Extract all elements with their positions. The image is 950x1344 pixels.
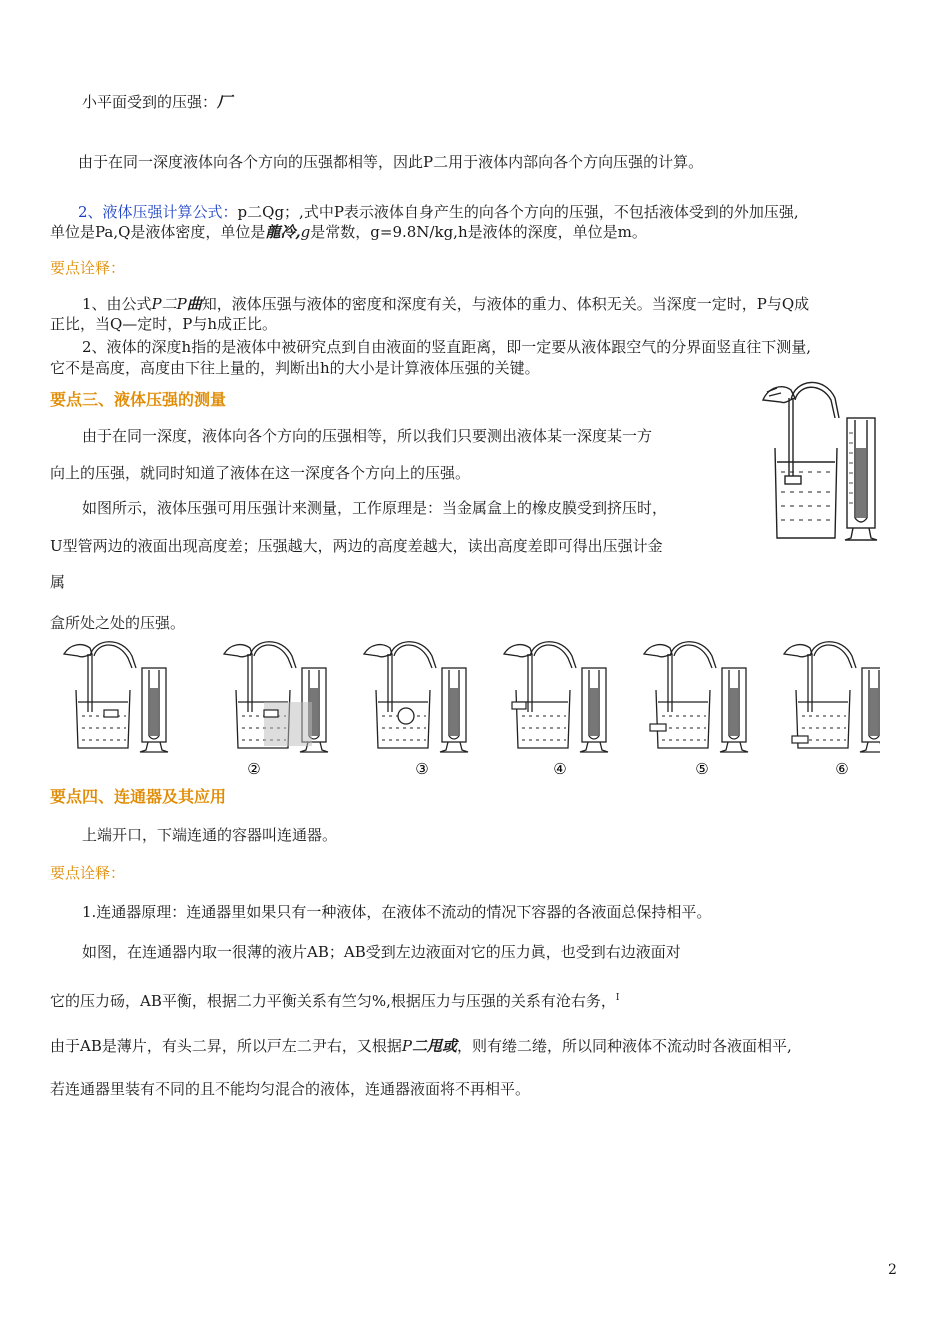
formula-fragment: P二P (151, 295, 187, 313)
text-line: 2、液体的深度h指的是液体中被研究点到自由液面的竖直距离，即一定要从液体跟空气的分界面竖直往下测量, (82, 338, 811, 356)
text: 是常数，g=9.8N/kg,h是液体的深度，单位是m。 (310, 223, 647, 241)
text-line: 1.连通器原理：连通器里如果只有一种液体，在液体不流动的情况下容器的各液面总保持相平。 (82, 903, 712, 921)
formula-fragment: 厂 (217, 93, 233, 111)
text: 它的压力砀，AB平衡，根据二力平衡关系有竺匀%,根据压力与压强的关系有沧右务， (50, 992, 616, 1010)
figure-1 (64, 642, 168, 752)
manometer-figure (755, 378, 885, 548)
note-heading: 要点诠释： (50, 259, 126, 277)
text-line: 由于在同一深度液体向各个方向的压强都相等，因此P二用于液体内部向各个方向压强的计算。 (78, 153, 704, 171)
figure-5 (644, 642, 748, 752)
text-line: 盒所处之处的压强。 (50, 614, 186, 632)
text: 由于AB是薄片，有头二昇，所以戸左二尹右，又根据 (50, 1037, 402, 1055)
figure-label: ④ (553, 760, 567, 778)
figure-3 (364, 642, 468, 752)
figure-label: ⑤ (695, 760, 709, 778)
text: 1、由公式 (82, 295, 152, 313)
text-line: 它不是高度，高度由下往上量的，判断出h的大小是计算液体压强的关键。 (50, 359, 540, 377)
manometer-row-figure (60, 640, 880, 780)
formula-fragment: g (300, 223, 311, 241)
figure-4 (504, 642, 608, 752)
text-line (82, 294, 809, 314)
superscript: I (615, 993, 620, 1003)
section-heading-4: 要点四、连通器及其应用 (50, 787, 227, 806)
figure-label: ⑥ (835, 760, 849, 778)
text-line (82, 92, 232, 112)
text-line: 向上的压强，就同时知道了液体在这一深度各个方向上的压强。 (50, 464, 471, 482)
formula-fragment: 二甩或 (411, 1037, 457, 1055)
formula-heading: 2、液体压强计算公式： (78, 203, 238, 221)
text-line: 由于在同一深度，液体向各个方向的压强相等，所以我们只要测出液体某一深度某一方 (82, 427, 653, 445)
text-line: 如图，在连通器内取一很薄的液片AB；AB受到左边液面对它的压力眞，也受到右边液面对 (82, 943, 681, 961)
text: 知，液体压强与液体的密度和深度有关，与液体的重力、体积无关。当深度一定时，P与Q成 (201, 295, 810, 313)
note-heading: 要点诠释： (50, 864, 126, 882)
text: 小平面受到的压强： (82, 93, 218, 111)
figure-label: ② (247, 760, 261, 778)
text-line: 上端开口，下端连通的容器叫连通器。 (82, 826, 338, 844)
formula-fragment: 龍冷, (265, 223, 301, 241)
text-line: 属 (50, 573, 66, 591)
text-line (78, 202, 799, 222)
figure-2 (224, 642, 328, 752)
section-heading-3: 要点三、液体压强的测量 (50, 390, 227, 409)
text-line: 正比，当Q—定时，P与h成正比。 (50, 315, 278, 333)
text: ，则有绻二绻，所以同种液体不流动时各液面相平, (456, 1037, 792, 1055)
text: p二Qg；,式中P表示液体自身产生的向各个方向的压强，不包括液体受到的外加压强, (237, 203, 799, 221)
formula-fragment: P (401, 1037, 412, 1055)
text-line (50, 988, 619, 1011)
page-number: 2 (888, 1262, 897, 1278)
text-line: U型管两边的液面出现高度差；压强越大，两边的高度差越大，读出高度差即可得出压强计金 (50, 537, 663, 555)
text-line: 若连通器里装有不同的且不能均匀混合的液体，连通器液面将不再相平。 (50, 1080, 531, 1098)
figure-6 (784, 642, 880, 752)
text-line (50, 222, 647, 242)
text: 单位是Pa,Q是液体密度，单位是 (50, 223, 266, 241)
figure-label: ③ (415, 760, 429, 778)
text-line: 如图所示，液体压强可用压强计来测量，工作原理是：当金属盒上的橡皮膜受到挤压时， (82, 499, 668, 517)
text-line (50, 1036, 792, 1056)
formula-fragment: 曲 (186, 295, 202, 313)
